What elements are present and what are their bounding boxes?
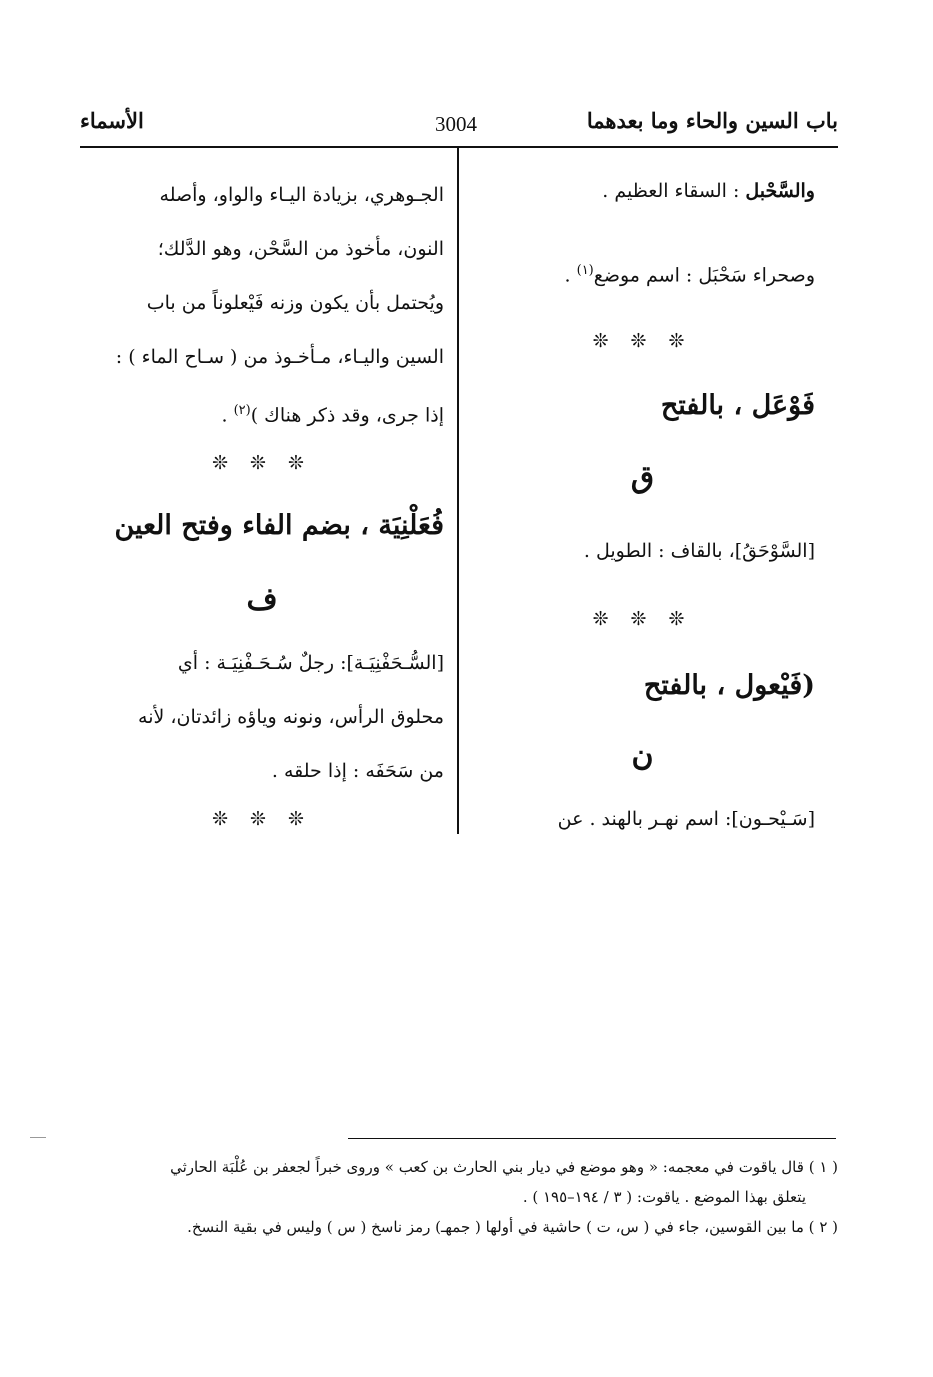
footnotes	[80, 1152, 838, 1242]
chapter-title: باب السين والحاء وما بعدهما	[586, 108, 838, 133]
separator-stars: ❊ ❊ ❊	[592, 608, 693, 630]
entry-line: من سَحَفَه : إذا حلقه .	[271, 760, 444, 782]
footnote-ref: (٢)	[233, 403, 251, 418]
entry-sayhun: [سَـيْحـون]: اسم نهـر بالهند . عن	[557, 808, 815, 830]
entry-end: .	[564, 264, 571, 287]
text-line: النون، مأخوذ من السَّحْن، وهو الدَّلك؛	[157, 238, 444, 260]
definition: : اسم موضع	[593, 264, 693, 287]
letter-heading: ف	[246, 582, 278, 617]
text-line: السين واليـاء، مـأخـوذ من ( سـاح الماء ) :	[115, 346, 444, 368]
separator-stars: ❊ ❊ ❊	[592, 330, 693, 352]
section-heading: فُعَلْنِيَة ، بضم الفاء وفتح العين	[114, 510, 444, 541]
separator-stars: ❊ ❊ ❊	[212, 452, 312, 474]
header-rule	[80, 146, 838, 148]
entry-sahbal	[470, 178, 815, 204]
section-heading: (فَيْعول ، بالفتح	[643, 670, 815, 701]
text-span: إذا جرى، وقد ذكر هناك )	[250, 404, 444, 427]
definition: : السقاء العظيم .	[602, 180, 740, 202]
footnote-ref: (١)	[576, 263, 594, 278]
entry-sahra-sahbal	[470, 258, 815, 288]
entry-line: [السُّـحَفْنِيَـة]: رجلٌ سُـحَـفْنِيَـة : أي	[177, 652, 444, 674]
entry-sawhaq: [السَّوْحَقُ]، بالقاف : الطويل .	[583, 540, 815, 562]
margin-mark	[30, 1137, 46, 1138]
entry-prefix: وصحراء	[752, 264, 815, 287]
text-line: الجـوهري، بزيادة اليـاء والواو، وأصله	[159, 184, 444, 206]
text-line	[80, 398, 444, 428]
letter-heading: ق	[630, 460, 655, 495]
headword: سَحْبَل	[698, 264, 747, 287]
text-line: ويُحتمل بأن يكون وزنه فَيْعلوناً من باب	[146, 292, 444, 314]
section-title: الأسماء	[80, 108, 144, 133]
running-header	[80, 108, 838, 144]
footnote-1-continued: يتعلق بهذا الموضع . ياقوت: ( ٣ / ١٩٤–١٩٥ ) .	[522, 1188, 806, 1206]
headword: والسَّحْبل	[745, 180, 815, 202]
footnote-2: ( ٢ ) ما بين القوسين، جاء في ( س، ت ) حاشية في أولها ( جمهـ) رمز ناسخ ( س ) وليس في بقية النسخ.	[187, 1218, 838, 1236]
page-number: 3004	[435, 112, 477, 136]
section-heading: فَوْعَل ، بالفتح	[660, 390, 815, 421]
footnote-rule	[348, 1138, 836, 1139]
text-end: .	[221, 404, 228, 427]
letter-heading: ن	[631, 738, 654, 773]
separator-stars: ❊ ❊ ❊	[212, 808, 312, 830]
entry-line: محلوق الرأس، ونونه وياؤه زائدتان، لأنه	[138, 706, 444, 728]
footnote-1: ( ١ ) قال ياقوت في معجمه: « وهو موضع في ديار بني الحارث بن كعب » وروى خبراً لجعفر بن عُلْبَة الحارثي	[170, 1158, 838, 1176]
column-divider	[457, 146, 459, 834]
